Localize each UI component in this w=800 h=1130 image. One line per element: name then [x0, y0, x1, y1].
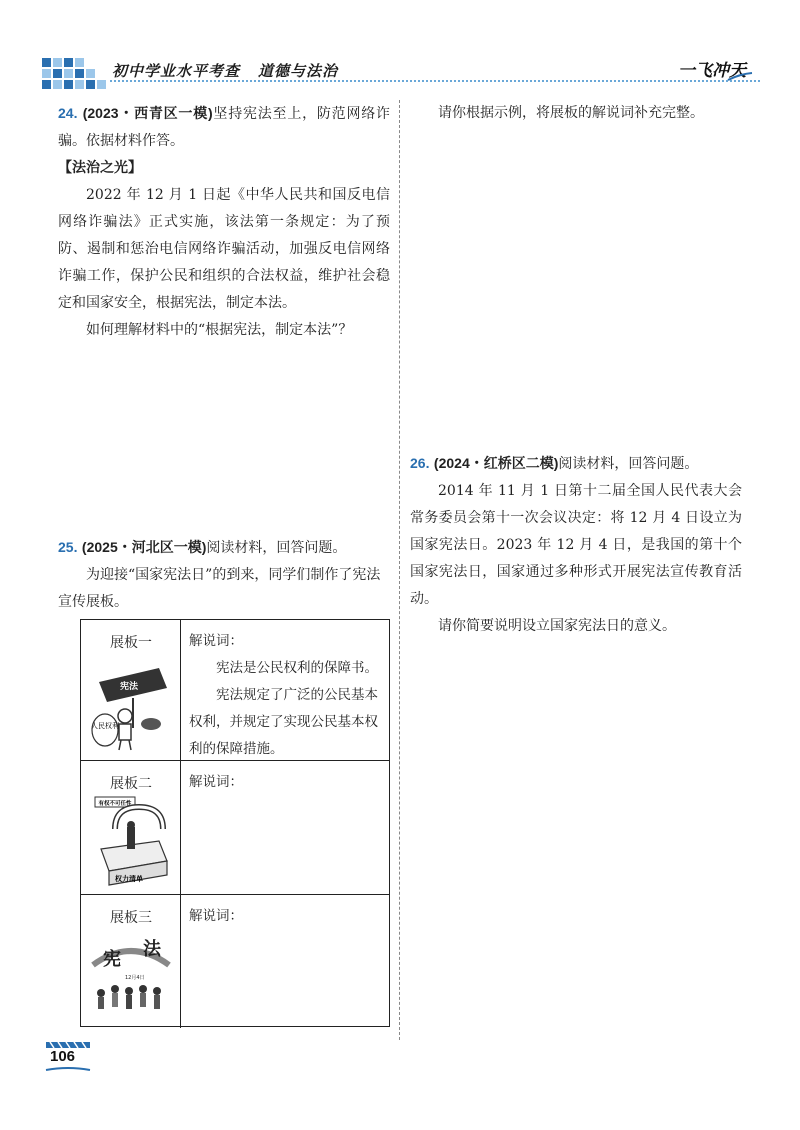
image-text: 权力清单 — [115, 875, 143, 883]
image-text: 宪 — [103, 949, 121, 970]
commentary-label: 解说词： — [189, 633, 243, 649]
panel-label: 展板一 — [110, 635, 152, 651]
image-text: 宪法 — [119, 682, 139, 692]
panel-label: 展板二 — [110, 776, 152, 792]
power-cage-illustration — [89, 795, 173, 889]
panel-row-1 — [81, 620, 389, 761]
question-prompt: 请你简要说明设立国家宪法日的意义。 — [438, 618, 676, 634]
commentary-line: 宪法是公民权利的保障书。 — [216, 660, 378, 676]
panel-row-3 — [81, 895, 389, 1028]
section-title: 【法治之光】 — [58, 160, 142, 176]
question-source: (2025・河北区一模) — [81, 539, 207, 555]
question-26 — [410, 450, 742, 640]
question-number: 24. — [58, 105, 78, 121]
page-header — [40, 52, 760, 94]
panel-commentary — [189, 628, 385, 763]
page-number: 106 — [50, 1048, 76, 1065]
question-material: 2022 年 12 月 1 日起《中华人民共和国反电信网络诈骗法》正式实施，该法第一条规定：为了预防、遏制和惩治电信网络诈骗活动，加强反电信网络诈骗工作，保护公民和组织的合法权益，维护社会稳定和国家安全，根据宪法，制定本法。 — [58, 187, 390, 311]
header-checker-icon — [40, 52, 110, 92]
constitution-day-illustration — [89, 931, 173, 1023]
question-intro: 阅读材料，回答问题。 — [206, 540, 347, 556]
brand-swoosh-icon — [726, 72, 754, 82]
constitution-umbrella-illustration — [89, 658, 173, 754]
image-text: 人民权利 — [91, 722, 119, 730]
image-text: 12月4日 — [125, 975, 145, 981]
question-25-instruction — [410, 100, 742, 127]
panel-row-2 — [81, 761, 389, 895]
header-brand: 一飞冲天 — [678, 61, 746, 81]
commentary-label: 解说词： — [189, 774, 243, 790]
commentary-label: 解说词： — [189, 908, 243, 924]
question-number: 25. — [58, 539, 78, 555]
panel-commentary — [189, 903, 385, 930]
question-24 — [58, 100, 390, 344]
question-intro: 阅读材料，回答问题。 — [558, 456, 699, 472]
question-25 — [58, 534, 390, 616]
question-prompt: 如何理解材料中的“根据宪法，制定本法”？ — [86, 322, 353, 338]
question-material: 为迎接“国家宪法日”的到来，同学们制作了宪法宣传展板。 — [58, 567, 381, 610]
panel-commentary — [189, 769, 385, 796]
question-material: 2014 年 11 月 1 日第十二届全国人民代表大会常务委员会第十一次会议决定：将 12 月 4 日设立为国家宪法日。2023 年 12 月 4 日，是我国的第十个国家宪法日，国家通过多种形式开展宪法宣传教育活动。 — [410, 483, 742, 607]
question-number: 26. — [410, 455, 430, 471]
panel-cell-left — [81, 895, 181, 1028]
question-instruction: 请你根据示例，将展板的解说词补充完整。 — [438, 105, 704, 121]
header-title — [112, 60, 338, 81]
question-source: (2024・红桥区二模) — [433, 455, 559, 471]
header-subject: 道德与法治 — [258, 62, 339, 80]
question-source: (2023・西青区一模) — [82, 105, 213, 121]
question-intro: 坚持宪法至上，防范网络诈骗。依据材料作答。 — [58, 106, 391, 149]
panel-table — [80, 619, 390, 1027]
commentary-line: 宪法规定了广泛的公民基本权利，并规定了实现公民基本权利的保障措施。 — [189, 687, 378, 757]
column-divider — [399, 100, 400, 1040]
panel-cell-left — [81, 620, 181, 760]
image-text: 法 — [143, 939, 161, 960]
panel-cell-left — [81, 761, 181, 894]
header-series: 初中学业水平考查 — [112, 62, 241, 80]
panel-label: 展板三 — [110, 910, 152, 926]
image-text: 有权不可任性 — [98, 801, 132, 807]
